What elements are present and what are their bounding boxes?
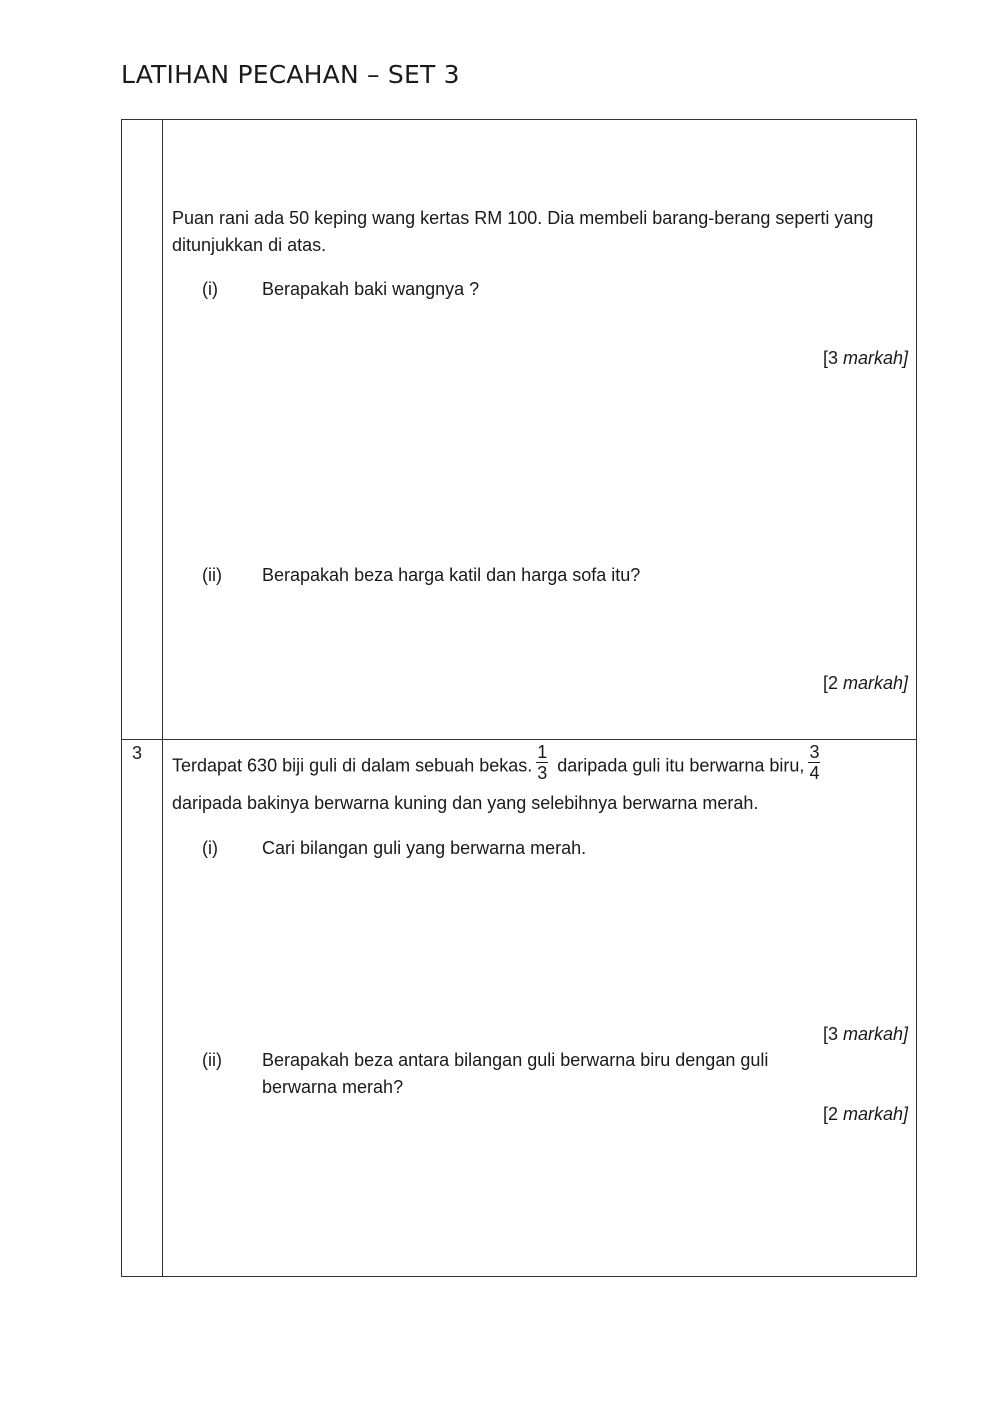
q2-part-i-label: (i) <box>202 279 218 299</box>
q3-intro-a: Terdapat 630 biji guli di dalam sebuah bekas. <box>172 755 533 776</box>
q2-part-ii-text: Berapakah beza harga katil dan harga sofa itu? <box>262 565 641 585</box>
q2-part-i-text: Berapakah baki wangnya ? <box>262 279 480 299</box>
q3-intro-c: daripada bakinya berwarna kuning dan yang selebihnya berwarna merah. <box>172 793 759 813</box>
question-number-3: 3 <box>132 743 143 763</box>
q3-part-i-label: (i) <box>202 838 218 858</box>
q2-part-ii-marks: [2 markah] <box>822 673 908 693</box>
q3-intro-b: daripada guli itu berwarna biru, <box>557 755 805 776</box>
q3-intro-line1 <box>172 742 912 787</box>
row-divider <box>122 739 916 740</box>
q2-part-ii-label: (ii) <box>202 565 222 585</box>
q2-part-i-marks: [3 markah] <box>822 348 908 368</box>
q3-part-ii-text-line1: Berapakah beza antara bilangan guli berwarna biru dengan guli <box>262 1050 769 1070</box>
q3-part-ii-marks: [2 markah] <box>822 1104 908 1124</box>
q3-part-i-text: Cari bilangan guli yang berwarna merah. <box>262 838 587 858</box>
fraction-one-third: $\frac{1}{3}$ <box>537 742 548 783</box>
page-title: LATIHAN PECAHAN – SET 3 <box>121 60 460 89</box>
q3-part-i-marks: [3 markah] <box>822 1024 908 1044</box>
question-table <box>121 119 917 1277</box>
q3-part-ii-label: (ii) <box>202 1050 222 1070</box>
q3-part-ii-text-line2: berwarna merah? <box>262 1077 404 1097</box>
q2-intro: Puan rani ada 50 keping wang kertas RM 100. Dia membeli barang-berang seperti yang ditunjukkan di atas. <box>172 208 874 255</box>
number-column-divider <box>162 120 163 1276</box>
fraction-three-quarters: $\frac{3}{4}$ <box>809 742 820 783</box>
